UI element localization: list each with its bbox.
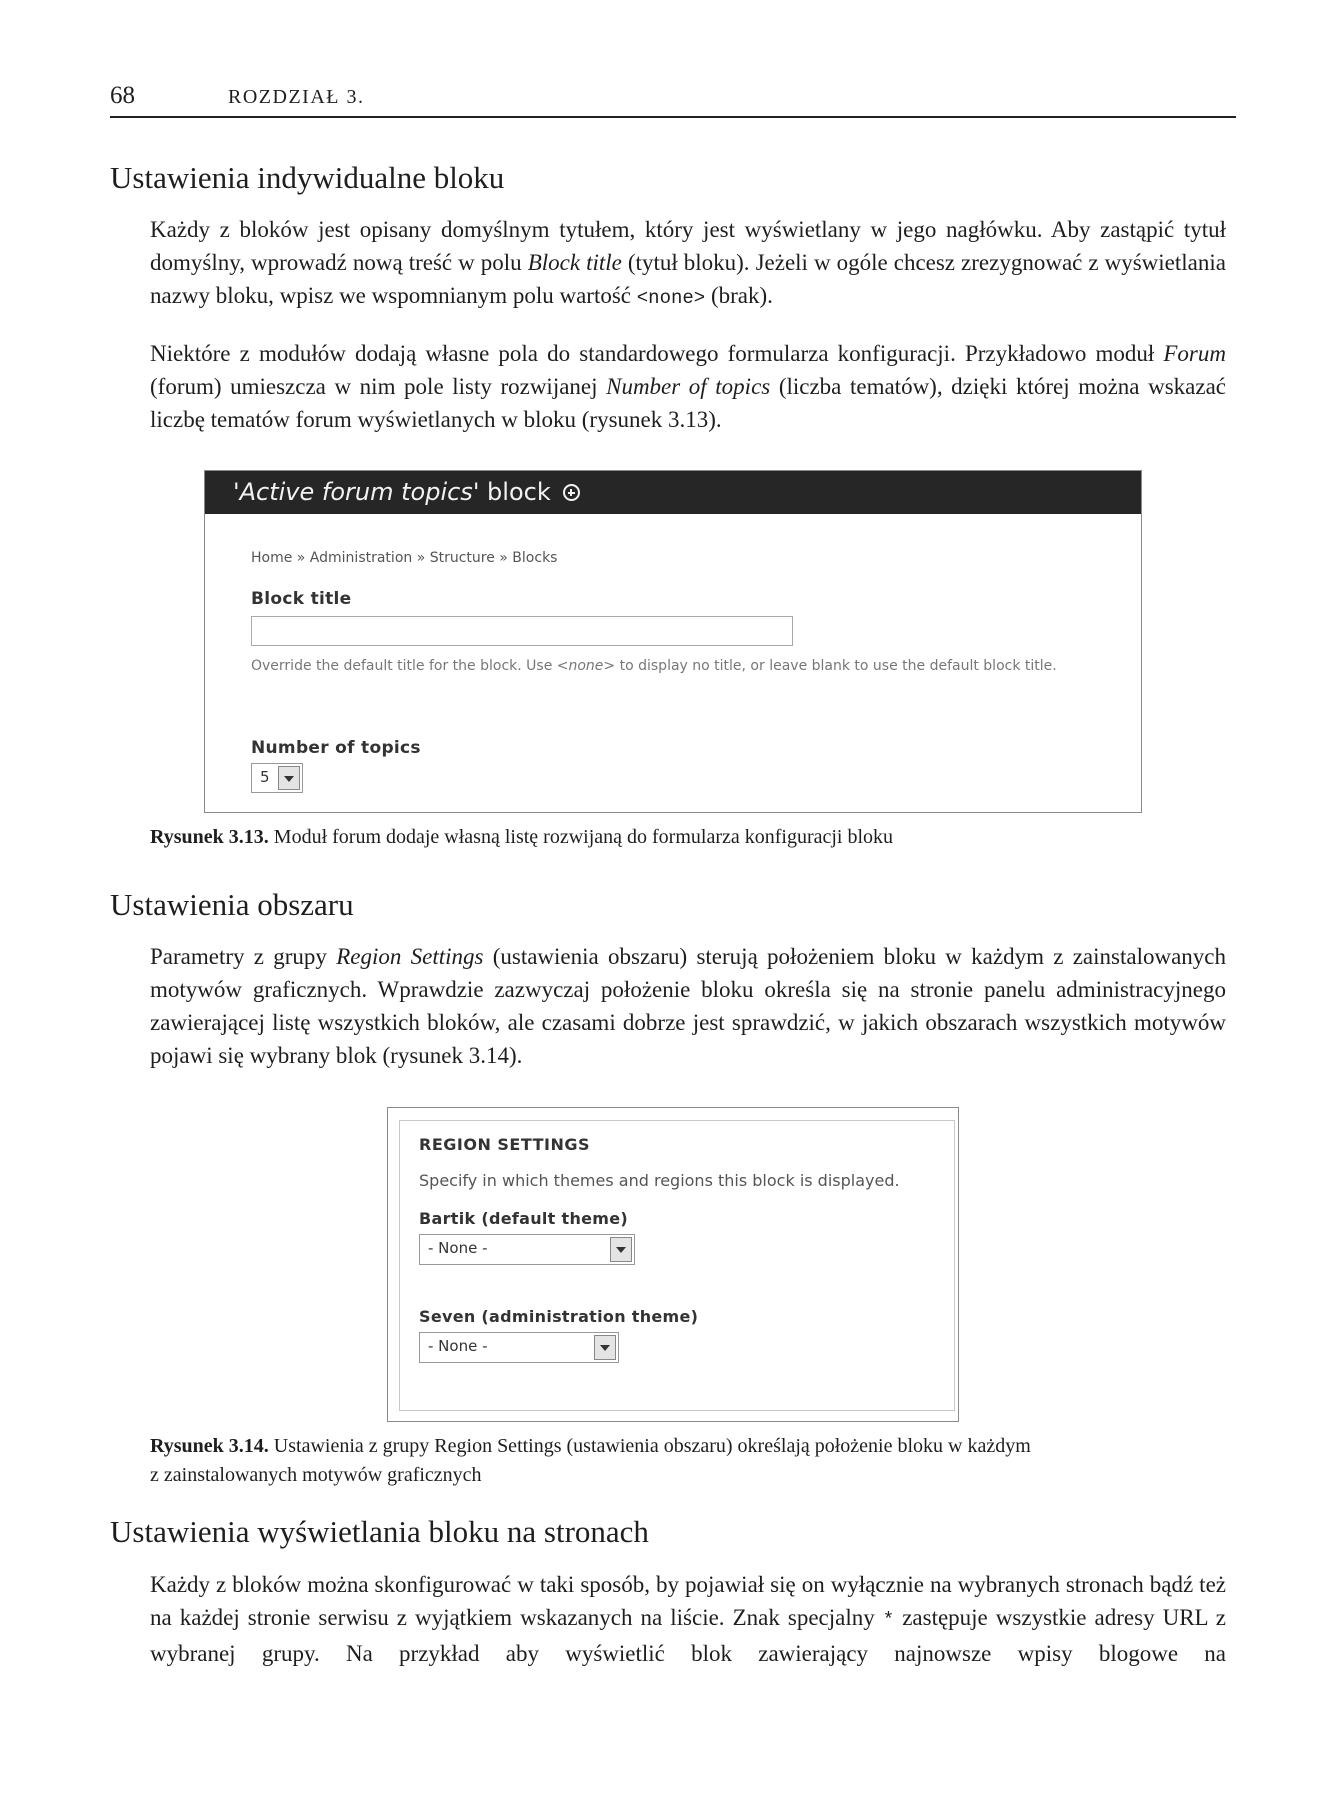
- block-title-label: Block title: [251, 589, 352, 609]
- code-none: <none>: [636, 287, 706, 309]
- caption-line-2: z zainstalowanych motywów graficznych: [150, 1464, 482, 1486]
- caption-text: Moduł forum dodaje własną listę rozwijaną do formularza konfiguracji bloku: [268, 826, 894, 848]
- help-none-token: <none>: [556, 658, 616, 674]
- text-run: Parametry z grupy: [150, 944, 337, 969]
- running-header: [110, 82, 1236, 118]
- code-wildcard: *: [882, 1609, 895, 1631]
- caption-label: Rysunek 3.14.: [150, 1435, 269, 1457]
- figure-caption-3-13: [150, 823, 893, 852]
- seven-theme-label: Seven (administration theme): [419, 1307, 699, 1326]
- text-run: (tytuł bloku). Jeżeli w ogóle chcesz zrezygnować z wyświetlania nazwy bloku, wpisz we wspomnianym polu wartość: [150, 250, 1226, 308]
- section-heading-region-settings: Ustawienia obszaru: [110, 887, 354, 922]
- text-run: Każdy z bloków jest opisany domyślnym tytułem, który jest wyświetlany w jego nagłówku. Aby zastąpić tytuł domyślny, wprowadź nową treść w polu: [150, 217, 1226, 275]
- paragraph-module-fields: [150, 337, 1226, 436]
- number-of-topics-label: Number of topics: [251, 738, 421, 758]
- text-run: Każdy z bloków można skonfigurować w taki sposób, by pojawiał się on wyłącznie na wybranych stronach bądź też na każdej stronie serwisu z wyjątkiem wskazanych na liście. Znak specjalny: [150, 1572, 1226, 1630]
- figure-region-settings-screenshot: [387, 1107, 959, 1422]
- region-settings-fieldset: [399, 1120, 955, 1411]
- emphasis-forum: Forum: [1163, 341, 1226, 366]
- caption-text: Ustawienia z grupy Region Settings (ustawienia obszaru) określają położenie bloku w każdym: [268, 1435, 1031, 1457]
- text-run: Niektóre z modułów dodają własne pola do standardowego formularza konfiguracji. Przykładowo moduł: [150, 341, 1164, 366]
- block-name: Active forum topics: [239, 478, 473, 506]
- dropdown-arrow-icon[interactable]: [278, 766, 300, 790]
- caption-label: Rysunek 3.13.: [150, 826, 269, 848]
- add-circle-icon[interactable]: [563, 484, 580, 501]
- emphasis-block-title: Block title: [527, 250, 622, 275]
- select-value: - None -: [428, 1337, 488, 1355]
- select-value: 5: [260, 768, 270, 786]
- bartik-theme-label: Bartik (default theme): [419, 1209, 629, 1228]
- paragraph-region-settings: [150, 940, 1226, 1072]
- page-number: 68: [110, 82, 135, 109]
- help-text: to display no title, or leave blank to use the default block title.: [615, 658, 1057, 674]
- text-run: zastępuje wszystkie adresy URL z wybranej grupy. Na przykład aby wyświetlić blok zawierający najnowsze wpisy blogowe na: [150, 1605, 1226, 1666]
- emphasis-number-of-topics: Number of topics: [606, 374, 771, 399]
- number-of-topics-select[interactable]: [251, 763, 303, 793]
- text-run: (forum) umieszcza w nim pole listy rozwijanej: [150, 374, 607, 399]
- text-run: (liczba tematów), dzięki której można wskazać liczbę tematów forum wyświetlanych w bloku (rysunek 3.13).: [150, 374, 1226, 432]
- section-heading-individual-block-settings: Ustawienia indywidualne bloku: [110, 160, 505, 195]
- region-settings-description: Specify in which themes and regions this block is displayed.: [419, 1171, 900, 1190]
- text-run: (ustawienia obszaru) sterują położeniem bloku w każdym z zainstalowanych motywów graficznych. Wprawdzie zazwyczaj położenie bloku określa się na stronie panelu administracyjnego zawierającej listę wszystkich bloków, ale czasami dobrze jest sprawdzić, w jakich obszarach wszystkich motywów pojawi się wybrany blok (rysunek 3.14).: [150, 944, 1226, 1068]
- bartik-region-select[interactable]: [419, 1234, 635, 1265]
- help-text: Override the default title for the block. Use: [251, 658, 557, 674]
- block-title-help: [251, 656, 1111, 676]
- seven-region-select[interactable]: [419, 1332, 619, 1363]
- figure-active-forum-topics-screenshot: [204, 470, 1142, 813]
- title-suffix: ' block: [472, 478, 551, 506]
- breadcrumb[interactable]: Home » Administration » Structure » Blocks: [251, 550, 558, 566]
- emphasis-region-settings: Region Settings: [336, 944, 484, 969]
- paragraph-block-title: [150, 213, 1226, 315]
- select-value: - None -: [428, 1239, 488, 1257]
- region-settings-heading: REGION SETTINGS: [419, 1135, 591, 1154]
- title-quote: ': [233, 478, 240, 506]
- figure-caption-3-14: [150, 1432, 1031, 1490]
- paragraph-page-visibility: [150, 1568, 1226, 1670]
- dropdown-arrow-icon[interactable]: [594, 1335, 616, 1360]
- dropdown-arrow-icon[interactable]: [610, 1237, 632, 1262]
- block-title-input[interactable]: [251, 616, 793, 646]
- text-run: (brak).: [705, 283, 773, 308]
- block-title-bar: [205, 471, 1141, 514]
- section-heading-page-visibility: Ustawienia wyświetlania bloku na stronach: [110, 1514, 649, 1549]
- chapter-label: ROZDZIAŁ 3.: [228, 86, 365, 108]
- caption-line-1: [150, 1432, 1031, 1461]
